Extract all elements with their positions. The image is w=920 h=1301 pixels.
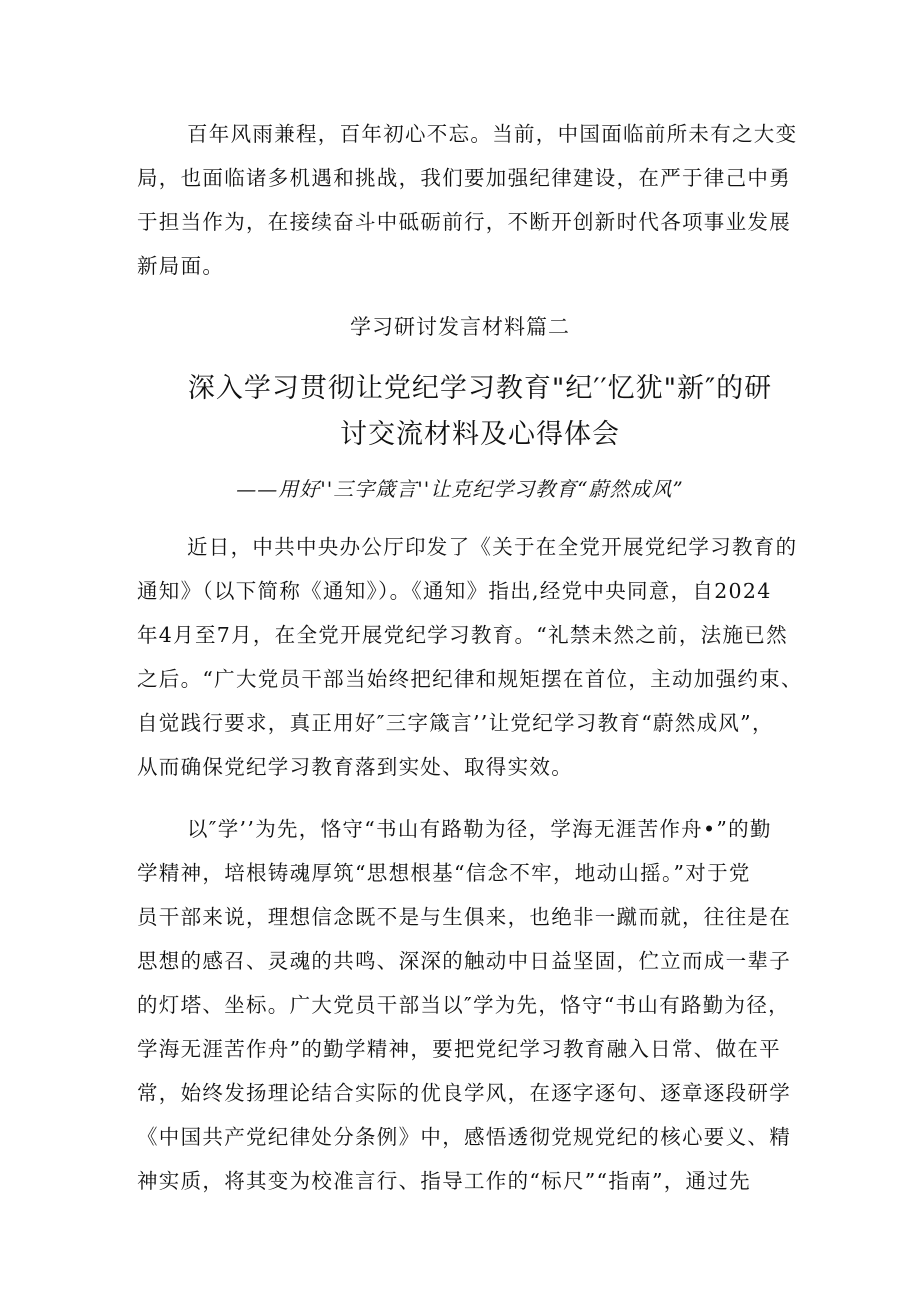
paragraph-line: 之后。“广大党员干部当始终把纪律和规矩摆在首位，主动加强约束、 xyxy=(137,667,803,691)
paragraph-line: 学海无涯苦作舟”的勤学精神，要把党纪学习教育融入日常、做在平 xyxy=(137,1037,781,1061)
document-title xyxy=(140,366,820,458)
paragraph-line: 从而确保党纪学习教育落到实处、取得实效。 xyxy=(137,755,573,779)
paragraph-line: 学精神，培根铸魂厚筑“思想根基“信念不牢，地动山摇。”对于党 xyxy=(137,861,751,885)
paragraph-line: 以″学’’为先，恪守“书山有路勒为径，学海无涯苦作舟•”的勤 xyxy=(187,817,772,841)
paragraph-line: 近日，中共中央办公厅印发了《关于在全党开展党纪学习教育的 xyxy=(187,535,798,559)
title-line-2: 讨交流材料及心得体会 xyxy=(340,419,620,450)
body-paragraph-2 xyxy=(137,807,807,1203)
body-paragraph-1 xyxy=(137,525,807,789)
paragraph-line: 神实质，将其变为校准言行、指导工作的“标尺”“指南”，通过先 xyxy=(137,1169,751,1193)
paragraph-line: 百年风雨兼程，百年初心不忘。当前，中国面临前所未有之大变 xyxy=(187,122,798,146)
paragraph-line: 的灯塔、坐标。广大党员干部当以″学为先，恪守“书山有路勤为径， xyxy=(137,993,790,1017)
paragraph-line: 自觉践行要求，真正用好″三字箴言’’让党纪学习教育“蔚然成风”， xyxy=(137,711,774,735)
paragraph-line: 于担当作为，在接续奋斗中砥砺前行，不断开创新时代各项事业发展 xyxy=(137,210,791,234)
paragraph-line: 《中国共产党纪律处分条例》中，感悟透彻党规党纪的核心要义、精 xyxy=(137,1125,791,1149)
paragraph-line: 年4月至7月，在全党开展党纪学习教育。“礼禁未然之前，法施已然 xyxy=(137,623,788,647)
intro-paragraph xyxy=(137,112,807,288)
paragraph-line: 通知》（以下简称《通知》）。《通知》指出,经党中央同意，自2024 xyxy=(137,579,772,603)
paragraph-line: 常，始终发扬理论结合实际的优良学风，在逐字逐句、逐章逐段研学 xyxy=(137,1081,791,1105)
paragraph-line: 局，也面临诸多机遇和挑战，我们要加强纪律建设，在严于律己中勇 xyxy=(137,166,791,190)
paragraph-line: 思想的感召、灵魂的共鸣、深深的触动中日益坚固，伫立而成一辈子 xyxy=(137,949,791,973)
paragraph-line: 员干部来说，理想信念既不是与生俱来，也绝非一蹴而就，往往是在 xyxy=(137,905,791,929)
title-line-1: 深入学习贯彻让党纪学习教育"纪′′忆犹"新″的研 xyxy=(187,373,773,404)
document-subtitle: ——用好''三字箴言''让克纪学习教育“蔚然成风” xyxy=(236,477,684,501)
section-label: 学习研讨发言材料篇二 xyxy=(350,315,570,339)
paragraph-line: 新局面。 xyxy=(137,254,225,278)
